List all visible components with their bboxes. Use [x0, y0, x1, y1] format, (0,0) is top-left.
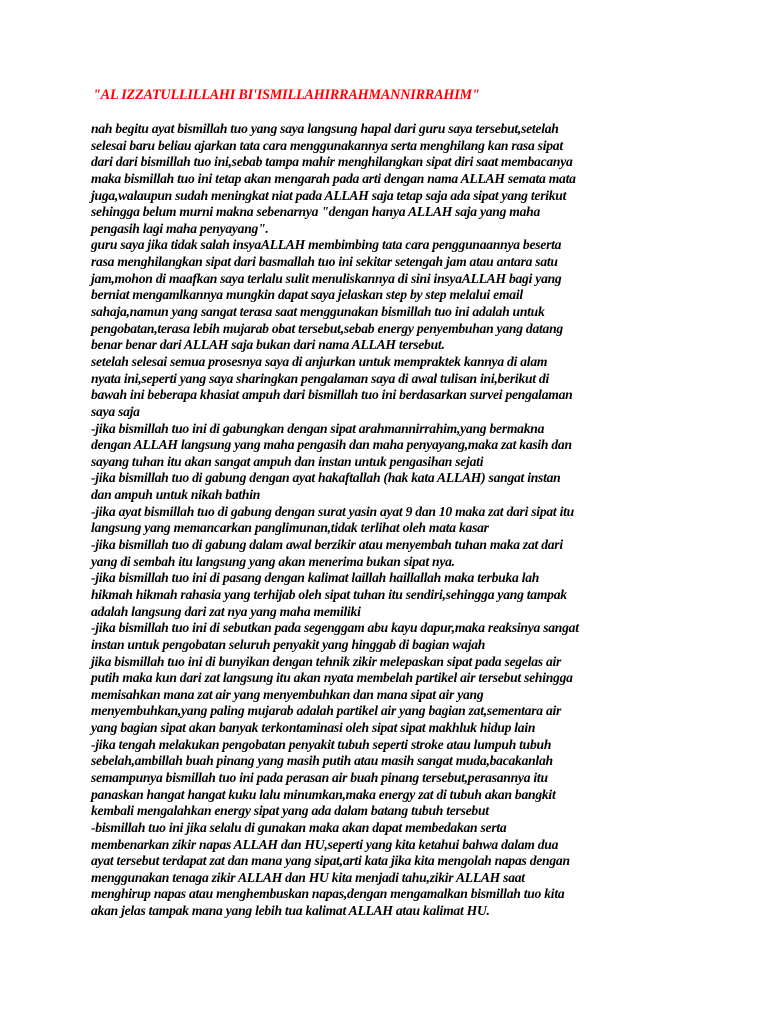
text-line: dengan ALLAH langsung yang maha pengasih dan maha penyayang,maka zat kasih dan — [91, 437, 572, 453]
text-line: akan jelas tampak mana yang lebih tua kalimat ALLAH atau kalimat HU. — [91, 903, 490, 919]
text-line: sebelah,ambillah buah pinang yang masih putih atau masih sangat muda,bacakanlah — [91, 753, 553, 769]
text-line: pengasih lagi maha penyayang". — [91, 220, 269, 236]
text-line: selesai baru beliau ajarkan tata cara menggunakannya serta menghilang kan rasa sipat — [91, 137, 563, 153]
text-line: membenarkan zikir napas ALLAH dan HU,seperti yang kita ketahui bahwa dalam dua — [91, 836, 559, 852]
text-line: sehingga belum murni makna sebenarnya "dengan hanya ALLAH saja yang maha — [91, 204, 541, 220]
text-line: maka bismillah tuo ini tetap akan mengarah pada arti dengan nama ALLAH semata mata — [91, 170, 576, 186]
text-line: jam,mohon di maafkan saya terlalu sulit menuliskannya di sini insyaALLAH bagi yang — [91, 270, 562, 286]
text-line: dari dari bismillah tuo ini,sebab tampa mahir menghilangkan sipat diri saat membacanya — [91, 154, 573, 170]
text-line: hikmah hikmah rahasia yang terhijab oleh sipat tuhan itu sendiri,sehingga yang tampak — [91, 586, 567, 602]
text-line: bawah ini beberapa khasiat ampuh dari bismillah tuo ini berdasarkan survei pengalaman — [91, 387, 573, 403]
text-line: nyata ini,seperti yang saya sharingkan pengalaman saya di awal tulisan ini,berikut di — [91, 370, 550, 386]
text-line: menghirup napas atau menghembuskan napas,dengan mengamalkan bismillah tuo kita — [91, 886, 565, 902]
text-line: -jika bismillah tuo di gabung dengan ayat hakaftallah (hak kata ALLAH) sangat instan — [91, 470, 561, 486]
text-line: -jika bismillah tuo ini di sebutkan pada segenggam abu kayu dapur,maka reaksinya sangat — [91, 620, 579, 636]
text-line: dan ampuh untuk nikah bathin — [91, 487, 261, 503]
text-line: jika bismillah tuo ini di bunyikan dengan tehnik zikir melepaskan sipat pada segelas air — [91, 653, 562, 669]
text-line: guru saya jika tidak salah insyaALLAH membimbing tata cara penggunaannya beserta — [91, 237, 562, 253]
text-line: -jika bismillah tuo di gabung dalam awal berzikir atau menyembah tuhan maka zat dari — [91, 537, 563, 553]
text-line: putih maka kun dari zat langsung itu akan nyata membelah partikel air tersebut sehingga — [91, 670, 573, 686]
document-title: "AL IZZATULLILLAHI BI'ISMILLAHIRRAHMANNIRRAHIM" — [93, 87, 480, 103]
text-line: memisahkan mana zat air yang menyembuhkan dan mana sipat air yang — [91, 686, 484, 702]
text-line: panaskan hangat hangat kuku lalu minumkan,maka energy zat di tubuh akan bangkit — [91, 786, 556, 802]
text-line: saya saja — [91, 403, 140, 419]
text-line: pengobatan,terasa lebih mujarab obat tersebut,sebab energy penyembuhan yang datang — [91, 320, 563, 336]
text-line: nah begitu ayat bismillah tuo yang saya langsung hapal dari guru saya tersebut,setelah — [91, 121, 559, 136]
text-line: langsung yang memancarkan panglimunan,tidak terlihat oleh mata kasar — [91, 520, 489, 536]
text-line: rasa menghilangkan sipat dari basmallah tuo ini sekitar setengah jam atau antara satu — [91, 254, 558, 270]
text-line: menggunakan tenaga zikir ALLAH dan HU kita menjadi tahu,zikir ALLAH saat — [91, 869, 525, 885]
text-line: menyembuhkan,yang paling mujarab adalah partikel air yang bagian zat,sementara air — [91, 703, 562, 719]
text-line: -jika tengah melakukan pengobatan penyakit tubuh seperti stroke atau lumpuh tubuh — [91, 736, 552, 752]
text-line: -jika ayat bismillah tuo di gabung dengan surat yasin ayat 9 dan 10 maka zat dari sipat itu — [91, 503, 574, 519]
text-line: semampunya bismillah tuo ini pada perasan air buah pinang tersebut,perasannya itu — [91, 769, 548, 785]
text-line: benar benar dari ALLAH saja bukan dari nama ALLAH tersebut. — [91, 337, 445, 353]
text-line: kembali mengalahkan energy sipat yang ada dalam batang tubuh tersebut — [91, 803, 489, 819]
text-line: yang bagian sipat akan banyak terkontaminasi oleh sipat sipat makhluk hidup lain — [91, 720, 536, 736]
text-line: -jika bismillah tuo ini di pasang dengan kalimat laillah haillallah maka terbuka lah — [91, 570, 540, 586]
text-line: -jika bismillah tuo ini di gabungkan dengan sipat arahmannirrahim,yang bermakna — [91, 420, 545, 436]
text-line: sahaja,namun yang sangat terasa saat menggunakan bismillah tuo ini adalah untuk — [91, 304, 545, 320]
text-line: instan untuk pengobatan seluruh penyakit yang hinggab di bagian wajah — [91, 636, 486, 652]
text-line: yang di sembah itu langsung yang akan menerima bukan sipat nya. — [91, 553, 455, 569]
document-body — [91, 121, 681, 920]
text-line: adalah langsung dari zat nya yang maha memiliki — [91, 603, 361, 619]
text-line: setelah selesai semua prosesnya saya di anjurkan untuk mempraktek kannya di alam — [91, 353, 548, 369]
text-line: ayat tersebut terdapat zat dan mana yang sipat,arti kata jika kita mengolah napas dengan — [91, 853, 570, 869]
text-line: sayang tuhan itu akan sangat ampuh dan instan untuk pengasihan sejati — [91, 453, 484, 469]
text-line: juga,walaupun sudah meningkat niat pada ALLAH saja tetap saja ada sipat yang terikut — [91, 187, 567, 203]
text-line: berniat mengamlkannya mungkin dapat saya jelaskan step by step melalui email — [91, 287, 523, 303]
text-line: -bismillah tuo ini jika selalu di gunakan maka akan dapat membedakan serta — [91, 819, 507, 835]
